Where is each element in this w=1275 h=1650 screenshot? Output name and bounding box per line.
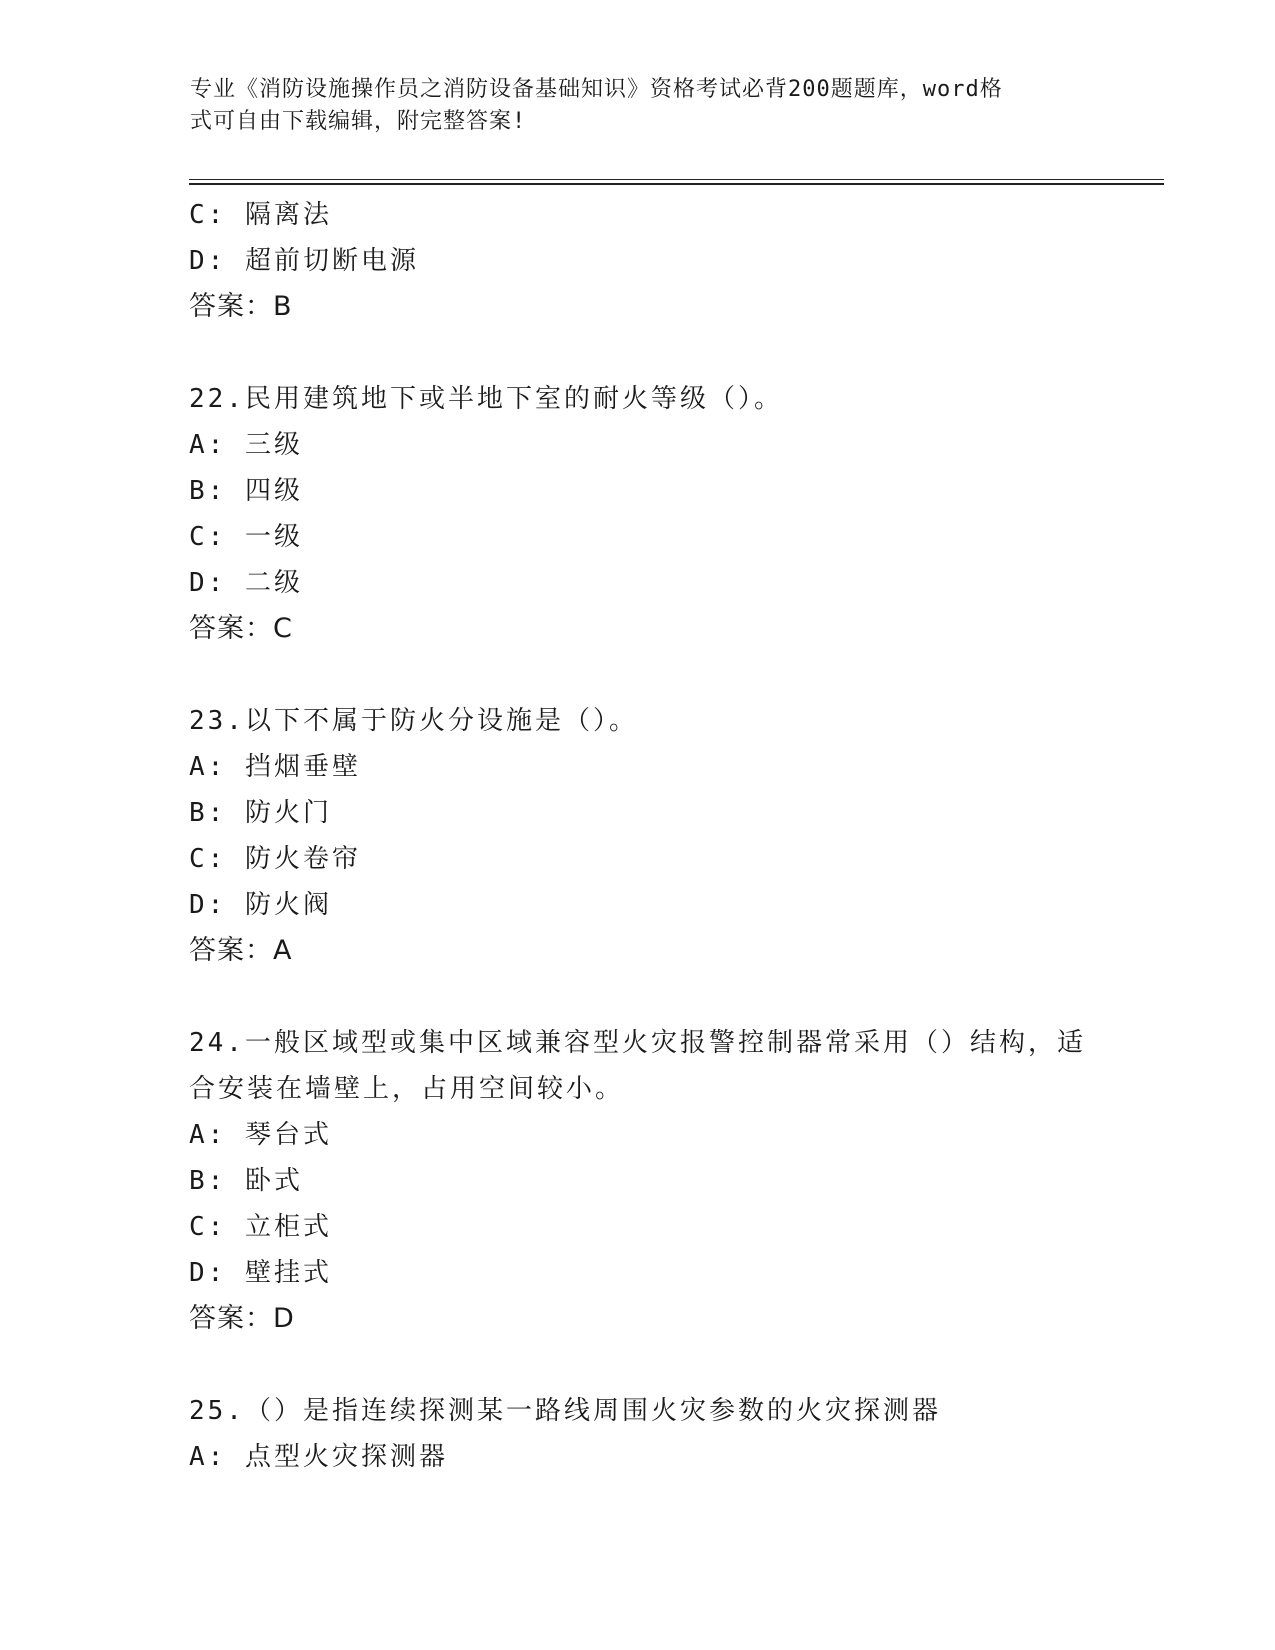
option-c: C: 立柜式 xyxy=(189,1212,332,1242)
header-divider-thin xyxy=(189,179,1164,180)
option-c: C: 隔离法 xyxy=(189,200,332,230)
option-d: D: 防火阀 xyxy=(189,890,332,920)
option-b: B: 四级 xyxy=(189,476,303,506)
spacer xyxy=(189,1342,1089,1388)
option-b: B: 卧式 xyxy=(189,1166,303,1196)
option-c: C: 一级 xyxy=(189,522,303,552)
option-a: A: 点型火灾探测器 xyxy=(189,1442,448,1472)
question-block-25 xyxy=(189,1388,1089,1480)
question-text: 25.（）是指连续探测某一路线周围火灾参数的火灾探测器 xyxy=(189,1396,941,1426)
question-block-21-tail xyxy=(189,192,1089,330)
spacer xyxy=(189,330,1089,376)
option-d: D: 壁挂式 xyxy=(189,1258,332,1288)
option-d: D: 二级 xyxy=(189,568,303,598)
option-c: C: 防火卷帘 xyxy=(189,844,361,874)
answer-line: 答案：D xyxy=(189,1303,295,1334)
document-header xyxy=(190,74,1090,138)
question-text: 23.以下不属于防火分设施是（）。 xyxy=(189,706,638,736)
header-line-2: 式可自由下载编辑，附完整答案! xyxy=(190,109,527,134)
question-block-22 xyxy=(189,376,1089,652)
question-block-24 xyxy=(189,1020,1089,1342)
spacer xyxy=(189,652,1089,698)
header-divider-thick xyxy=(189,183,1164,185)
answer-line: 答案：C xyxy=(189,613,293,644)
question-text-line-1: 24.一般区域型或集中区域兼容型火灾报警控制器常采用（）结构，适 xyxy=(189,1028,1086,1058)
spacer xyxy=(189,974,1089,1020)
question-block-23 xyxy=(189,698,1089,974)
question-text-line-2: 合安装在墙壁上，占用空间较小。 xyxy=(189,1074,625,1104)
option-d: D: 超前切断电源 xyxy=(189,246,419,276)
option-b: B: 防火门 xyxy=(189,798,332,828)
header-line-1: 专业《消防设施操作员之消防设备基础知识》资格考试必背200题题库，word格 xyxy=(190,77,1003,102)
answer-line: 答案：A xyxy=(189,935,293,966)
answer-line: 答案：B xyxy=(189,291,293,322)
option-a: A: 挡烟垂壁 xyxy=(189,752,361,782)
option-a: A: 琴台式 xyxy=(189,1120,332,1150)
question-text: 22.民用建筑地下或半地下室的耐火等级（）。 xyxy=(189,384,783,414)
option-a: A: 三级 xyxy=(189,430,303,460)
question-list xyxy=(189,192,1089,1480)
